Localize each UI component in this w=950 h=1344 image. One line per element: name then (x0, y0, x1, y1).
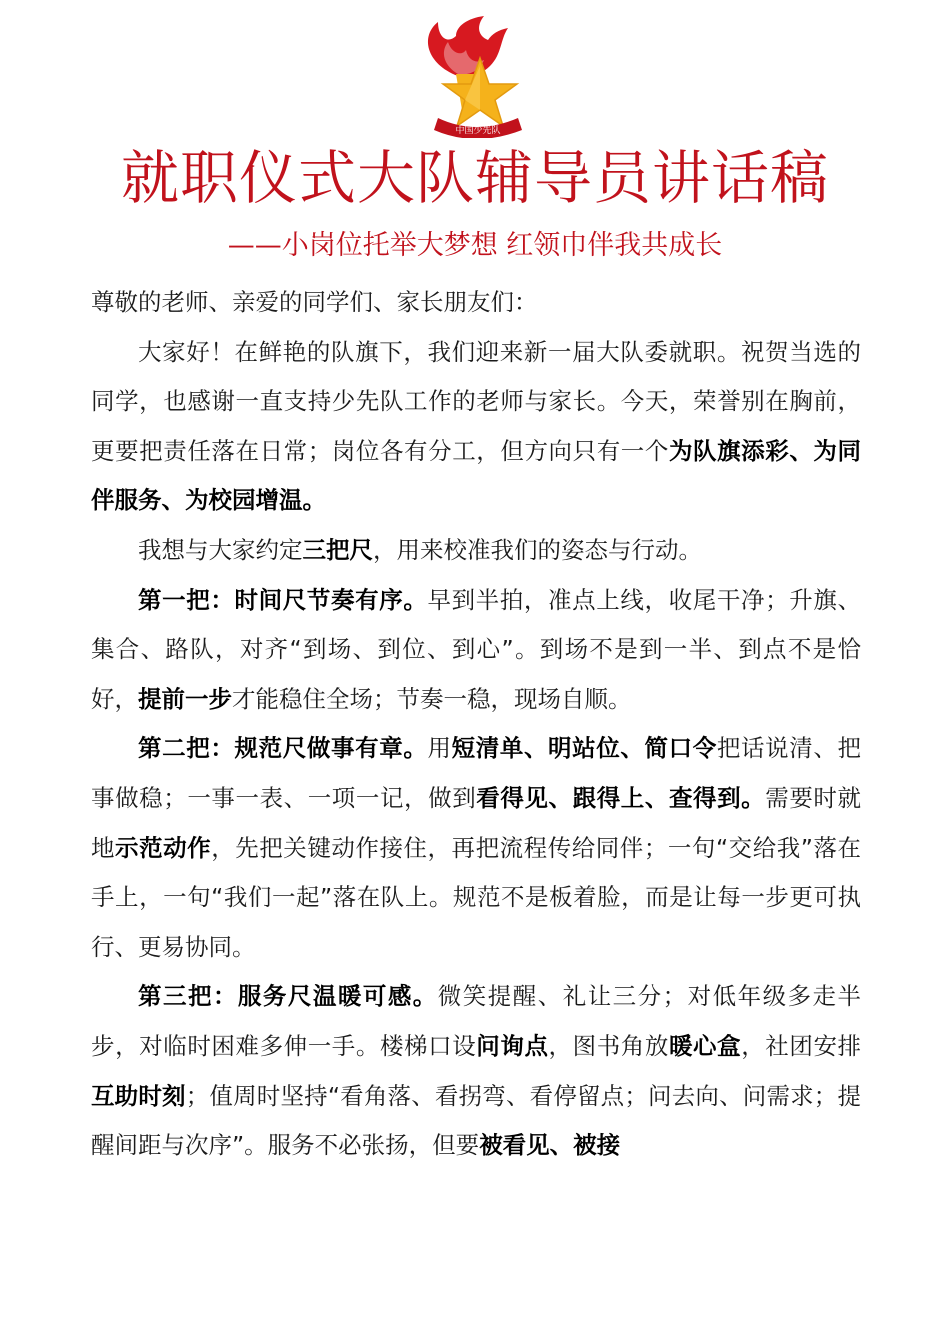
emphasis-text: 互助时刻 (91, 1081, 186, 1110)
ruler-heading: 第一把：时间尺节奏有序。 (138, 585, 428, 614)
emphasis-text: 被看见、被接 (479, 1131, 621, 1160)
paragraph-text: 微笑提醒、礼让三分；对低年级多走半步，对临时困难多伸一手。楼梯口设 (91, 982, 862, 1060)
paragraph-ruler-three (91, 972, 861, 1170)
paragraph-text: 把话说清、把事做稳；一事一表、一项一记，做到 (91, 734, 862, 812)
young-pioneers-emblem-icon (418, 14, 534, 138)
paragraph-text: 早到半拍，准点上线，收尾干净；升旗、集合、路队，对齐“到场、到位、到心”。到场不是到一半、到点不是恰好， (91, 585, 862, 713)
paragraph-text: ，社团安排 (741, 1031, 862, 1060)
paragraph-text: 需要时就地 (91, 783, 862, 862)
emphasis-text: 三把尺 (302, 535, 373, 564)
ruler-heading: 第二把：规范尺做事有章。 (138, 734, 428, 763)
paragraph-text: 用 (427, 734, 452, 763)
paragraph-text: ，图书角放 (548, 1031, 669, 1060)
paragraph-three-rulers (91, 526, 861, 576)
emphasis-text: 看得见、跟得上、查得到。 (476, 783, 766, 812)
paragraph-text: ；值周时坚持“看角落、看拐弯、看停留点；问去向、问需求；提醒间距与次序”。服务不必张扬，但要 (91, 1081, 861, 1160)
paragraph-text: 。 (302, 486, 326, 515)
speech-body (91, 278, 861, 1171)
ruler-heading: 第三把：服务尺温暖可感。 (138, 982, 438, 1011)
paragraph-greeting (91, 328, 861, 526)
emphasis-text: 问询点 (476, 1031, 549, 1060)
emphasis-text: 示范动作 (115, 833, 212, 862)
document-title: 就职仪式大队辅导员讲话稿 (120, 144, 829, 212)
emphasis-text: 提前一步 (138, 684, 232, 713)
emblem-ribbon-text: 中国少先队 (455, 126, 501, 136)
paragraph-text: ，先把关键动作接住，再把流程传给同伴；一句“交给我”落在手上，一句“我们一起”落在队上。规范不是板着脸，而是让每一步更可执行、更易协同。 (91, 833, 862, 961)
document-subtitle: ——小岗位托举大梦想 红领巾伴我共成长 (227, 230, 723, 261)
salutation: 尊敬的老师、亲爱的同学们、家长朋友们： (91, 288, 538, 316)
emphasis-text: 为队旗添彩、为同伴服务、为校园增温 (91, 436, 862, 515)
paragraph-ruler-two (91, 724, 861, 972)
paragraph-text: ，用来校准我们的姿态与行动。 (373, 535, 702, 564)
paragraph-text: 我想与大家约定 (138, 535, 303, 564)
emphasis-text: 短清单、明站位、简口令 (451, 734, 717, 763)
paragraph-text: 大家好！在鲜艳的队旗下，我们迎来新一届大队委就职。祝贺当选的同学，也感谢一直支持少先队工作的老师与家长。今天，荣誉别在胸前，更要把责任落在日常；岗位各有分工，但方向只有一个 (91, 337, 861, 465)
paragraph-text: 才能稳住全场；节奏一稳，现场自顺。 (232, 684, 632, 713)
emphasis-text: 暖心盒 (668, 1031, 742, 1060)
paragraph-ruler-one (91, 576, 861, 725)
